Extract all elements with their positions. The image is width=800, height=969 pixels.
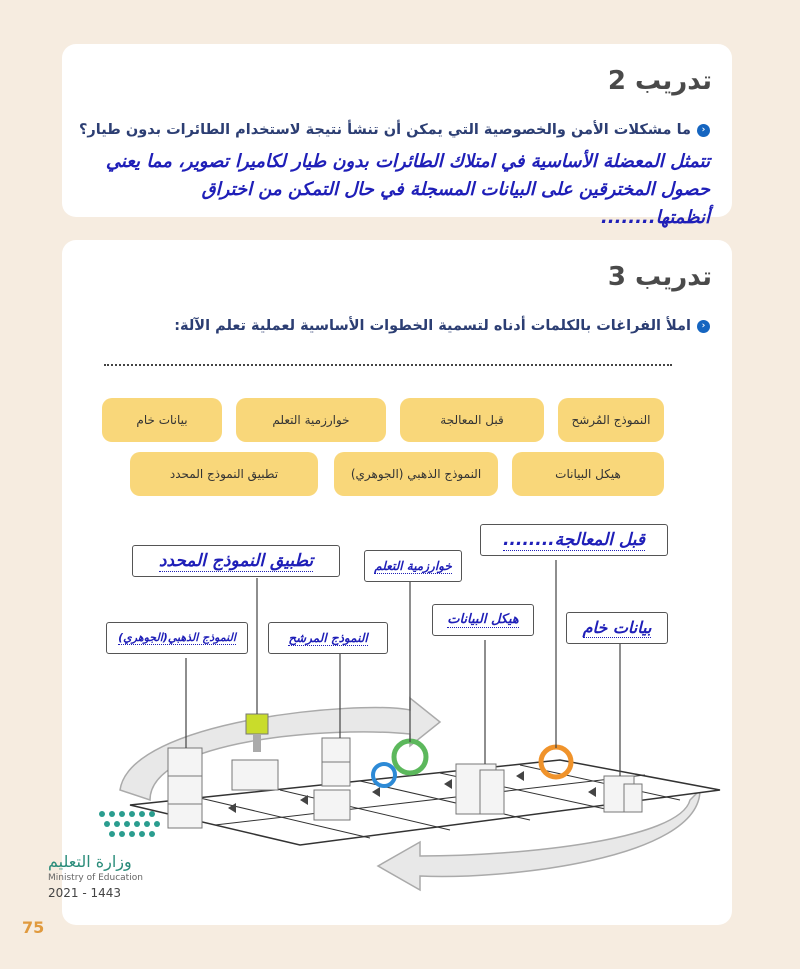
down-arrow-icon — [253, 734, 261, 752]
label-data-structure[interactable]: هيكل البيانات — [432, 604, 534, 636]
question-text: ما مشكلات الأمن والخصوصية التي يمكن أن تنشأ نتيجة لاستخدام الطائرات بدون طيار؟ — [79, 122, 691, 138]
label-golden-model[interactable]: النموذج الذهبي(الجوهري) — [106, 622, 248, 654]
label-learning-algorithm[interactable]: خوارزمية التعلم — [364, 550, 462, 582]
chevron-bullet-icon: ‹ — [697, 124, 710, 137]
exercise-3-title: تدريب 3 — [607, 262, 712, 292]
ministry-year: 2021 - 1443 — [48, 886, 122, 900]
ministry-name-en: Ministry of Education — [48, 873, 143, 883]
yellow-cube-icon — [246, 714, 268, 734]
label-pre-processing[interactable]: قبل المعالجة........ — [480, 524, 668, 556]
chevron-bullet-icon: ‹ — [697, 320, 710, 333]
word-chip-pre-processing: قبل المعالجة — [400, 398, 544, 442]
ministry-name-ar: وزارة التعليم — [48, 852, 132, 871]
label-candidate-model[interactable]: النموذج المرشح — [268, 622, 388, 654]
label-apply-model[interactable]: تطبيق النموذج المحدد — [132, 545, 340, 577]
instruction-text: املأ الفراغات بالكلمات أدناه لتسمية الخطوات الأساسية لعملية تعلم الآلة: — [174, 318, 691, 334]
word-chip-raw-data: بيانات خام — [102, 398, 222, 442]
word-chip-candidate-model: النموذج المُرشح — [558, 398, 664, 442]
word-chip-learning-algorithm: خوارزمية التعلم — [236, 398, 386, 442]
word-chip-golden-model: النموذج الذهبي (الجوهري) — [334, 452, 498, 496]
page-number: 75 — [22, 918, 45, 937]
exercise-2-title: تدريب 2 — [607, 66, 712, 96]
answer-line-2: حصول المخترقين على البيانات المسجلة في حال التمكن من اختراق أنظمتها........ — [201, 179, 710, 228]
ministry-emblem-icon — [92, 806, 192, 846]
answer-line-1: تتمثل المعضلة الأساسية في امتلاك الطائرات بدون طيار لكاميرا تصوير، مما يعني — [105, 151, 710, 172]
label-raw-data[interactable]: بيانات خام — [566, 612, 668, 644]
word-chip-apply-model: تطبيق النموذج المحدد — [130, 452, 318, 496]
ministry-logo — [48, 806, 158, 906]
word-chip-data-structure: هيكل البيانات — [512, 452, 664, 496]
